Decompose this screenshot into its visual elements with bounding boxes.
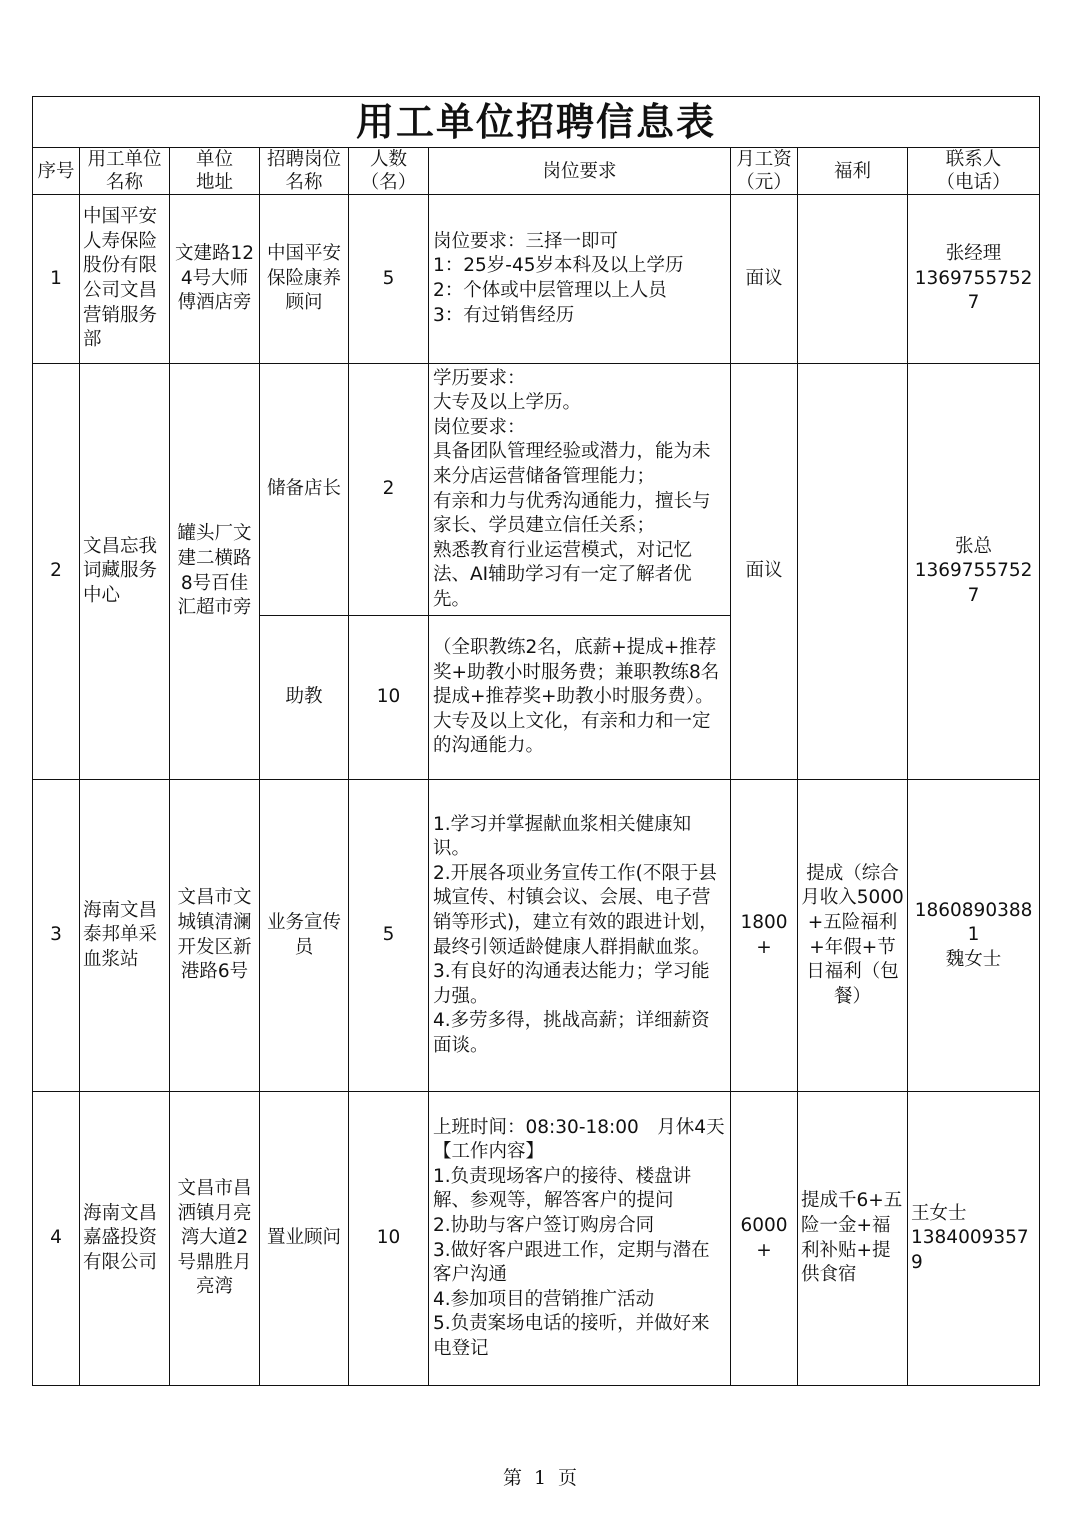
company-name: 海南文昌泰邦单采血浆站 [80, 780, 170, 1092]
benefits: 提成（综合月收入5000+五险福利+年假+节日福利（包餐） [798, 780, 908, 1092]
contact: 王女士 13840093579 [908, 1092, 1040, 1386]
headcount: 5 [349, 780, 429, 1092]
position-requirements: 1.学习并掌握献血浆相关健康知识。 2.开展各项业务宣传工作(不限于县城宣传、村镇会议、会展、电子营销等形式)，建立有效的跟进计划，最终引领适龄健康人群捐献血浆。 3.有良好的沟通表达能力；学习能力强。 4.多劳多得，挑战高薪；详细薪资面谈。 [429, 780, 731, 1092]
row-no: 3 [33, 780, 80, 1092]
company-name: 海南文昌嘉盛投资有限公司 [80, 1092, 170, 1386]
benefits [798, 195, 908, 364]
header-no: 序号 [33, 148, 80, 195]
header-requirements: 岗位要求 [429, 148, 731, 195]
header-company: 用工单位 名称 [80, 148, 170, 195]
headcount: 10 [349, 1092, 429, 1386]
header-count: 人数 （名） [349, 148, 429, 195]
headcount: 2 [349, 364, 429, 616]
benefits [798, 364, 908, 780]
position-requirements: （全职教练2名，底薪+提成+推荐奖+助教小时服务费；兼职教练8名 提成+推荐奖+助教小时服务费）。大专及以上文化，有亲和力和一定的沟通能力。 [429, 616, 731, 780]
salary: 6000+ [731, 1092, 798, 1386]
table-row [33, 780, 1040, 1092]
company-address: 文建路124号大师傅酒店旁 [170, 195, 260, 364]
position-requirements: 岗位要求：三择一即可 1：25岁-45岁本科及以上学历 2：个体或中层管理以上人员 3：有过销售经历 [429, 195, 731, 364]
salary: 1800+ [731, 780, 798, 1092]
footer-suffix: 页 [558, 1467, 578, 1489]
table-row [33, 364, 1040, 616]
header-salary: 月工资 （元） [731, 148, 798, 195]
position-name: 助教 [260, 616, 349, 780]
position-name: 置业顾问 [260, 1092, 349, 1386]
company-address: 文昌市昌洒镇月亮湾大道2号鼎胜月亮湾 [170, 1092, 260, 1386]
footer-prefix: 第 [502, 1467, 522, 1489]
contact: 张总 13697557527 [908, 364, 1040, 780]
company-name: 中国平安人寿保险股份有限公司文昌营销服务部 [80, 195, 170, 364]
position-name: 业务宣传员 [260, 780, 349, 1092]
recruitment-table [32, 96, 1040, 1386]
salary: 面议 [731, 195, 798, 364]
salary: 面议 [731, 364, 798, 780]
position-requirements: 上班时间：08:30-18:00 月休4天 【工作内容】 1.负责现场客户的接待、楼盘讲解、参观等，解答客户的提问 2.协助与客户签订购房合同 3.做好客户跟进工作，定期与潜在客户沟通 4.参加项目的营销推广活动 5.负责案场电话的接听，并做好来电登记 [429, 1092, 731, 1386]
row-no: 1 [33, 195, 80, 364]
header-position: 招聘岗位 名称 [260, 148, 349, 195]
benefits: 提成千6+五险一金+福利补贴+提供食宿 [798, 1092, 908, 1386]
position-name: 中国平安保险康养顾问 [260, 195, 349, 364]
header-benefits: 福利 [798, 148, 908, 195]
header-address: 单位 地址 [170, 148, 260, 195]
page-footer [0, 1463, 1080, 1490]
header-contact: 联系人 （电话） [908, 148, 1040, 195]
row-no: 4 [33, 1092, 80, 1386]
table-row [33, 1092, 1040, 1386]
table-title: 用工单位招聘信息表 [33, 97, 1040, 148]
page-number: 1 [533, 1467, 547, 1489]
contact: 18608903881 魏女士 [908, 780, 1040, 1092]
headcount: 5 [349, 195, 429, 364]
position-requirements: 学历要求： 大专及以上学历。 岗位要求： 具备团队管理经验或潜力，能为未来分店运营储备管理能力； 有亲和力与优秀沟通能力，擅长与家长、学员建立信任关系； 熟悉教育行业运营模式，对记忆法、AI辅助学习有一定了解者优先。 [429, 364, 731, 616]
company-address: 罐头厂文建二横路8号百佳汇超市旁 [170, 364, 260, 780]
contact: 张经理 13697557527 [908, 195, 1040, 364]
headcount: 10 [349, 616, 429, 780]
header-row [33, 148, 1040, 195]
position-name: 储备店长 [260, 364, 349, 616]
company-address: 文昌市文城镇清澜开发区新港路6号 [170, 780, 260, 1092]
table-row [33, 195, 1040, 364]
company-name: 文昌忘我词藏服务中心 [80, 364, 170, 780]
row-no: 2 [33, 364, 80, 780]
recruitment-sheet [32, 96, 1039, 1386]
